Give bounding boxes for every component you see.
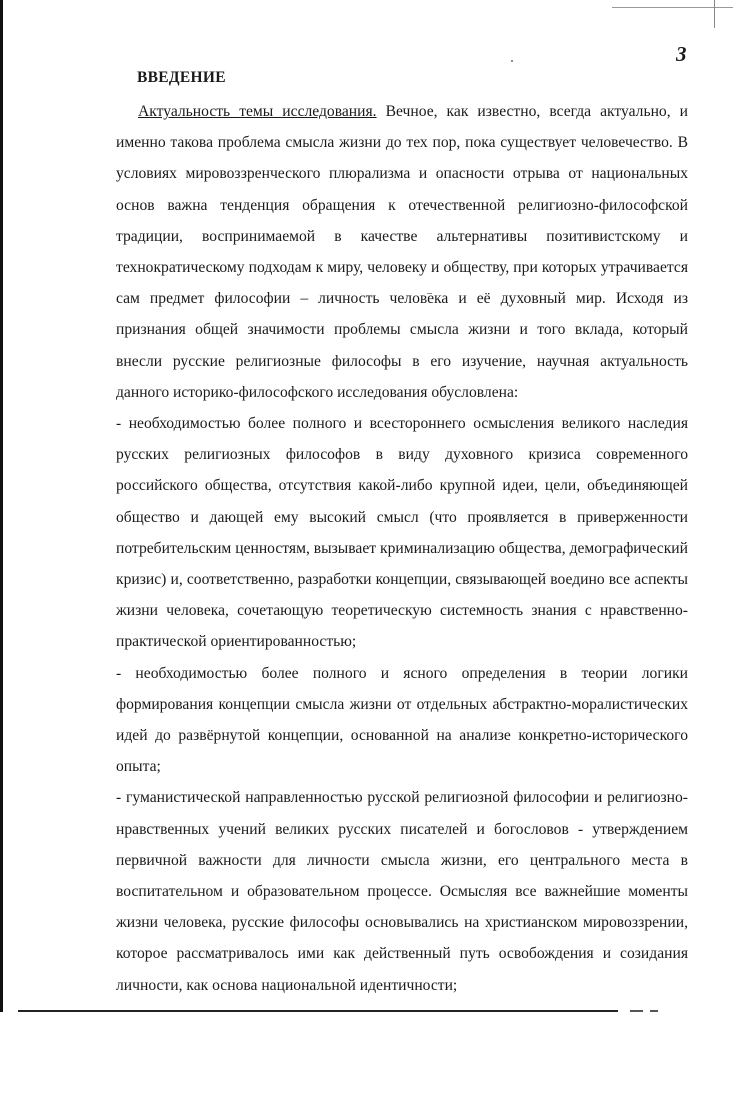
list-item: - необходимостью более полного и ясного определения в теории логики формирования концепции смысла жизни от отдельных абстрактно-моралистических идей до развёрнутой концепции, основанной на анализе конкретно-исторического опыта;: [116, 664, 688, 776]
list-item: - гуманистической направленностью русской религиозной философии и религиозно-нравственных учений великих русских писателей и богословов - утверждением первичной важности для личности смысла жизни, его центрального места в воспитательном и образовательном процессе. Осмысляя все важнейшие моменты жизни человека, русские философы основывались на христианском мировоззрении, которое рассматривалось ими как действенный путь освобождения и созидания личности, как основа национальной идентичности;: [116, 789, 688, 994]
page-title: ВВЕДЕНИЕ: [137, 69, 226, 86]
scan-right-tick: [714, 0, 715, 28]
relevance-heading: Актуальность темы исследования.: [138, 103, 377, 120]
document-body: [116, 96, 688, 1001]
scan-bottom-edge: [18, 1010, 658, 1012]
paragraph-relevance: [116, 96, 688, 408]
scan-speck: [511, 60, 513, 62]
scan-left-edge: [0, 0, 3, 1012]
list-item: - необходимостью более полного и всестороннего осмысления великого наследия русских религиозных философов в виду духовного кризиса современного российского общества, отсутствия какой-либо крупной идеи, цели, объединяющей общество и дающей ему высокий смысл (что проявляется в приверженности потребительским ценностям, вызывает криминализацию общества, демографический кризис) и, соответственно, разработки концепции, связывающей воедино все аспекты жизни человека, сочетающую теоретическую системность знания с нравственно-практической ориентированностью;: [116, 415, 688, 651]
page-number: 3: [676, 42, 687, 66]
paragraph-text: Вечное, как известно, всегда актуально, и именно такова проблема смысла жизни до тех пор, пока существует человечество. В условиях мировоззренческого плюрализма и опасности отрыва от национальных основ важна тенденция обращения к отечественной религиозно-философской традиции, воспринимаемой в качестве альтернативы позитивистскому и технократическому подходам к миру, человеку и обществу, при которых утрачивается сам предмет философии – личность человека и её духовный мир. Исходя из признания общей значимости проблемы смысла жизни и того вклада, который внесли русские религиозные философы в его изучение, научная актуальность данного историко-философского исследования обусловлена:: [116, 103, 688, 401]
